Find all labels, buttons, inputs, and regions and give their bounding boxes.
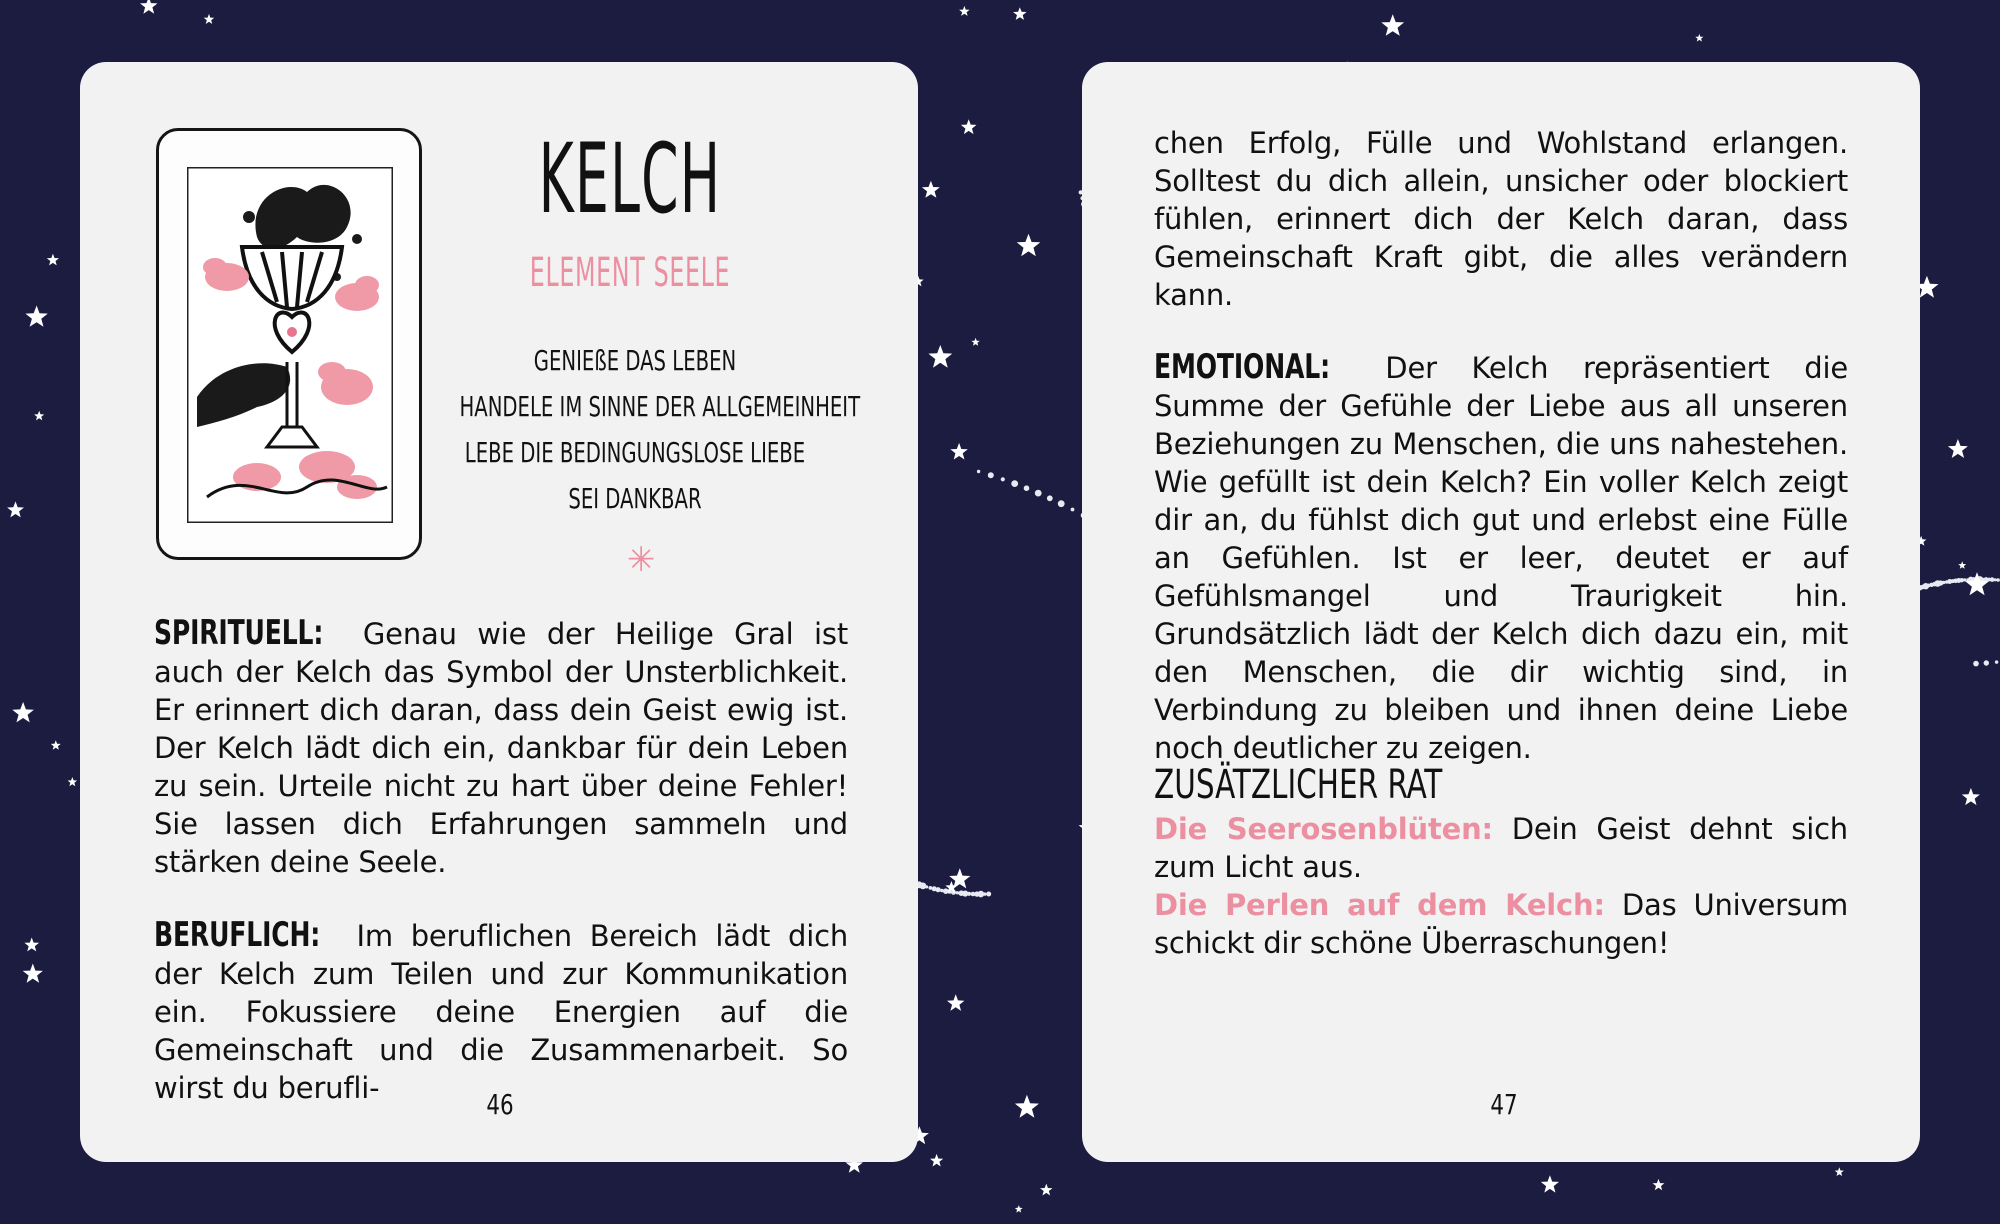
motto-item: LEBE DIE BEDINGUNGSLOSE LIEBE	[464, 436, 806, 469]
star-dot	[1001, 477, 1005, 481]
star-dot	[971, 892, 976, 897]
rat-heading: ZUSÄTZLICHER RAT	[1154, 762, 1443, 808]
star-dot	[1973, 661, 1979, 667]
star-dot	[959, 890, 965, 896]
card-title: KELCH	[538, 123, 722, 235]
star-dot	[1984, 660, 1989, 665]
star-dot	[1996, 578, 2000, 582]
spirituell-label: SPIRITUELL:	[154, 613, 324, 653]
star-dot	[1071, 508, 1075, 512]
emotional-label: EMOTIONAL:	[1154, 347, 1330, 387]
beruflich-text: Im beruflichen Bereich lädt dich der Kelch zum Teilen und zur Kommunikation ein. Fokussiere deine Energien auf die Gemeinschaft und die Zusammenarbeit. So wirst du berufli-	[154, 919, 848, 1105]
asterisk-icon: ✳	[627, 540, 656, 580]
motto-list	[410, 338, 860, 522]
star-dot	[1994, 578, 1997, 581]
continuation-paragraph	[1154, 124, 1848, 314]
motto-item: GENIEßE DAS LEBEN	[533, 344, 737, 377]
left-page	[80, 62, 918, 1162]
continuation-text: chen Erfolg, Fülle und Wohlstand erlangen. Solltest du dich allein, unsicher oder blockiert fühlen, erinnert dich der Kelch daran, dass Gemeinschaft Kraft gibt, die alles verändern kann.	[1154, 126, 1848, 312]
rat-item-label: Die Perlen auf dem Kelch:	[1154, 888, 1605, 922]
star-dot	[977, 470, 980, 473]
rat-item-text: Dein Geist dehnt sich zum Licht aus.	[1154, 812, 1848, 884]
rat-item-text: Das Universum schickt dir schöne Überraschungen!	[1154, 888, 1848, 960]
motto-item: SEI DANKBAR	[568, 482, 702, 515]
star-dot	[1035, 490, 1042, 497]
star-dot	[929, 886, 933, 890]
rat-item-label: Die Seerosenblüten:	[1154, 812, 1493, 846]
star-dot	[1011, 480, 1018, 487]
star-dot	[1047, 495, 1053, 501]
star-dot	[932, 886, 937, 891]
beruflich-paragraph	[154, 916, 848, 1107]
spirituell-text: Genau wie der Heilige Gral ist auch der Kelch das Symbol der Unsterblichkeit. Er erinnert dich daran, dass dein Geist ewig ist. Der Kelch lädt dich ein, dankbar für dein Leben zu sein. Urteile nicht zu hart über deine Fehler! Sie lassen dich Erfahrungen sammeln und stärken deine Seele.	[154, 617, 848, 879]
star-dot	[1995, 660, 1998, 663]
page-number: 47	[1490, 1088, 1518, 1121]
right-page	[1082, 62, 1920, 1162]
rat-item	[1154, 886, 1848, 962]
star-dot	[986, 892, 991, 897]
element-subtitle: ELEMENT SEELE	[529, 250, 731, 296]
tarot-card-illustration	[156, 128, 422, 560]
star-dot	[956, 891, 959, 894]
star-dot	[1024, 485, 1030, 491]
star-dot	[1942, 581, 1945, 584]
star-dot	[943, 888, 949, 894]
emotional-paragraph	[1154, 348, 1848, 767]
spirituell-paragraph	[154, 614, 848, 881]
chalice-illustration	[187, 167, 393, 523]
page-number: 46	[486, 1088, 514, 1121]
star-dot	[1058, 500, 1065, 507]
beruflich-label: BERUFLICH:	[154, 915, 321, 955]
motto-item: HANDELE IM SINNE DER ALLGEMEINHEIT	[459, 390, 861, 423]
star-dot	[988, 472, 994, 478]
emotional-text: Der Kelch repräsentiert die Summe der Gefühle der Liebe aus all unseren Beziehungen zu Menschen, die uns nahestehen. Wie gefüllt ist dein Kelch? Ein voller Kelch zeigt dir an, du fühlst dich gut und erlebst eine Fülle an Gefühlen. Ist er leer, deutet er auf Gefühlsmangel und Traurigkeit hin. Grundsätzlich lädt der Kelch dich dazu ein, mit den Menschen, die dir wichtig sind, in Verbindung zu bleiben und ihnen deine Liebe noch deutlicher zu zeigen.	[1154, 351, 1848, 765]
rat-section	[1154, 760, 1848, 962]
rat-item	[1154, 810, 1848, 886]
